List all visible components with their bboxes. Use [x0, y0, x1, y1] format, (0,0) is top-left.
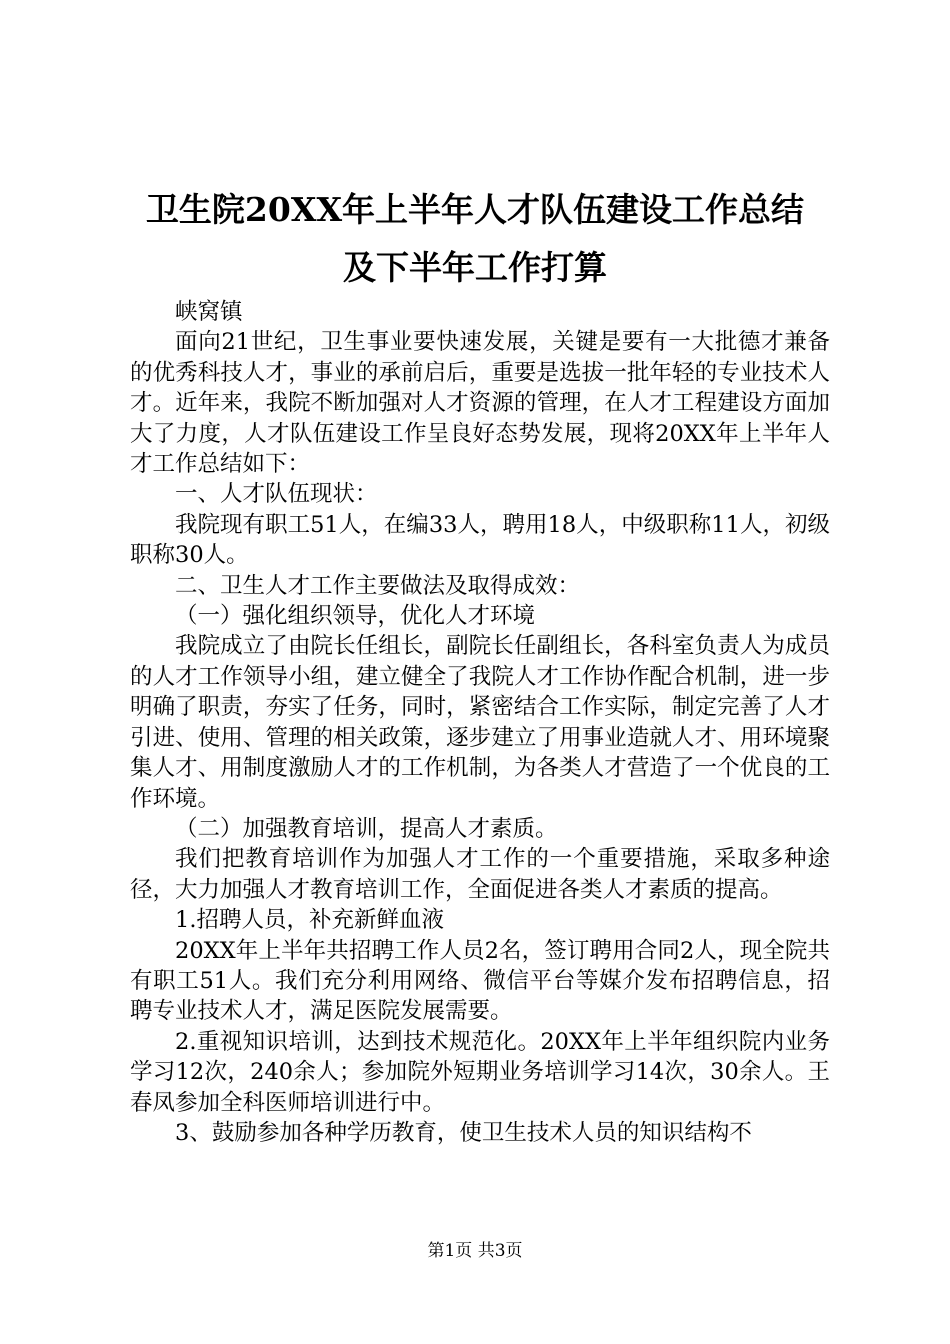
paragraph-education: 3、鼓励参加各种学历教育，使卫生技术人员的知识结构不 [175, 1119, 752, 1146]
heading-section-2: 二、卫生人才工作主要做法及取得成效： [175, 572, 581, 599]
page-footer: 第1页 共3页 [427, 1241, 523, 1261]
heading-subsection-1: （一）强化组织领导，优化人才环境 [175, 603, 536, 630]
paragraph-training: 我们把教育培训作为加强人才工作的一个重要措施，采取多种途径，大力加强人才教育培训工作，全面促进各类人才素质的提高。 [130, 846, 830, 903]
heading-item-1: 1.招聘人员，补充新鲜血液 [175, 907, 444, 934]
heading-subsection-2: （二）加强教育培训，提高人才素质。 [175, 815, 558, 842]
document-body [130, 297, 830, 1148]
paragraph-staff-status: 我院现有职工51人，在编33人，聘用18人，中级职称11人，初级职称30人。 [130, 511, 830, 569]
document-title-line-2: 及下半年工作打算 [343, 248, 607, 287]
paragraph-leadership: 我院成立了由院长任组长，副院长任副组长，各科室负责人为成员的人才工作领导小组，建立健全了我院人才工作协作配合机制，进一步明确了职责，夯实了任务，同时，紧密结合工作实际，制定完善了人才引进、使用、管理的相关政策，逐步建立了用事业造就人才、用环境聚集人才、用制度激励人才的工作机制，为各类人才营造了一个优良的工作环境。 [130, 633, 830, 812]
paragraph-knowledge-training: 2.重视知识培训，达到技术规范化。20XX年上半年组织院内业务学习12次，240余人；参加院外短期业务培训学习14次，30余人。王春凤参加全科医师培训进行中。 [130, 1028, 830, 1116]
paragraph-author: 峡窝镇 [175, 299, 243, 325]
paragraph-recruitment: 20XX年上半年共招聘工作人员2名，签订聘用合同2人，现全院共有职工51人。我们充分利用网络、微信平台等媒介发布招聘信息，招聘专业技术人才，满足医院发展需要。 [130, 937, 830, 1025]
document-title-line-1: 卫生院20XX年上半年人才队伍建设工作总结 [145, 190, 805, 229]
heading-section-1: 一、人才队伍现状： [175, 481, 378, 508]
paragraph-intro: 面向21世纪，卫生事业要快速发展，关键是要有一大批德才兼备的优秀科技人才，事业的承前启后，重要是选拔一批年轻的专业技术人才。近年来，我院不断加强对人才资源的管理，在人才工程建设方面加大了力度，人才队伍建设工作呈良好态势发展，现将20XX年上半年人才工作总结如下： [130, 329, 830, 478]
